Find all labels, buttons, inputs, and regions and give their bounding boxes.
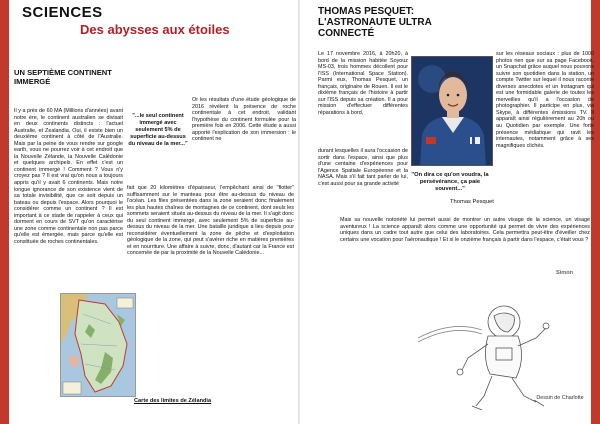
pesquet-paragraph-3: sur les réseaux sociaux : plus de 1000 photos rien que sur sa page Facebook, un Snapchat grâce auquel nous pouvons suivre son quotidien dans la station, un compte Twitter sur lequel il nous raconte diverses anecdotes et un Instagram qui est une formidable galerie de toutes les merveilles qu'il a l'occasion de photographier. Il participe en plus, via Skype, à différentes émissions TV. Il apparaît ainsi régulièrement au 20h ou au Quotidien par exemple. Une forte présence médiatique qui ravit les internautes, notamment grâce à ses magnifiques clichés. bbox=[496, 51, 595, 149]
zealandia-column-1 bbox=[14, 108, 123, 245]
zealandia-paragraph-1: Il y a près de 60 MA (Millions d'années) avant notre ère, le continent australien se divisait en deux continents distincts : l'actuel Australie, et Zealandia. Oui, il existe bien un deuxième continent à côté de l'Australie. Mais par la peine de vous rendre sur google earth, vous ne pourrez voir à cet endroit que la Nouvelle Zélande, la Nouvelle Calédonie et quelques archipels. En effet c'est un continent immergé ! Comment ? Vous n'y croyez pas ? Il est vrai qu'on nous a toujours appris qu'il y avait 6 continents. Mais notre longue ignorance de son existence vient de sa totale invisibilité, que ce soit depuis un bateau ou depuis l'espace. Alors pourquoi le considérer comme un continent ? Il est important à ce stade de rappeler à ceux qui dorment en cours de SVT qu'on caractérise une zone comme continentale non pas parce qu'elle est émergée, mais parce qu'elle est constituée de roches continentales. bbox=[14, 108, 123, 245]
author-signature: Simon bbox=[556, 270, 574, 276]
article-title-pesquet: THOMAS PESQUET: L'ASTRONAUTE ULTRA CONNECTÉ bbox=[318, 6, 432, 39]
zealandia-map-image bbox=[60, 293, 136, 397]
left-red-edge bbox=[0, 0, 9, 424]
article-title-zealandia: UN SEPTIÈME CONTINENT IMMERGÉ bbox=[14, 68, 112, 86]
astronaut-sketch bbox=[412, 288, 562, 412]
pesquet-column-1-continued bbox=[318, 148, 408, 187]
pesquet-paragraph-4: Mais sa nouvelle notoriété lui permet aussi de montrer un autre visage de la science, un visage aventureux ! La science apparaît alors comme une opportunité qui permet de vivre des expériences uniques dans un cadre tout autre que celui des laboratoires. Cela permettra peut-être d'éveiller chez certains une vocation pour l'aéronautique ! Et si le onzième français à partir dans l'espace, c'était vous ? bbox=[340, 217, 590, 243]
pesquet-paragraph-1: Le 17 novembre 2016, à 20h20, à bord de la mission habitée Soyouz MS-03, trois hommes décollent pour l'ISS (International Space Station). Parmi eux, Thomas Pesquet, un français, originaire de Rouen. Il est le dixième français de l'histoire à partir sur l'ISS depuis sa création. Il a pour mission d'effectuer différentes réparations à bord, bbox=[318, 51, 408, 116]
pesquet-pull-quote: "On dira ce qu'on voudra, la persévérance, ça paie souvent..." bbox=[411, 172, 489, 192]
astronaut-portrait-drawing bbox=[412, 57, 493, 166]
zealandia-paragraph-3: fait que 20 kilomètres d'épaisseur, l'empêchant ainsi de "flotter" suffisamment sur le manteau pour être au-dessus du niveau de l'océan. Les files présentées dans la zone seraient donc finalement les plus hautes chaînes de montagnes de ce continent, dont seuls les sommets seraient situés au-dessus du niveau de la mer. Il s'agit donc du seul continent immergé, avec seulement 5% de superficie au-dessus du niveau de la mer. Une bataille juridique a lieu depuis pour reconsidérer éventuellement la zone de pêche et d'exploitation géologique de la zone, qui peut s'avérer riche en matières premières et en nourriture. Une affaire à suivre, donc, d'autant car la France est concernée de par la proximité de la Nouvelle Calédonie... bbox=[127, 185, 294, 257]
section-subtitle: Des abysses aux étoiles bbox=[80, 22, 230, 37]
zealandia-column-3 bbox=[127, 185, 294, 257]
astronaut-photo bbox=[411, 56, 493, 166]
pesquet-conclusion bbox=[340, 217, 590, 243]
pesquet-column-1 bbox=[318, 51, 408, 116]
map-drawing bbox=[61, 294, 136, 397]
zealandia-pull-quote: "...le seul continent immergé avec seulement 5% de superficie au-dessus du niveau de la mer..." bbox=[128, 113, 188, 147]
pesquet-paragraph-2: durant lesquelles il aura l'occasion de sortir dans l'espace, ainsi que plus d'une centaine d'expériences pour l'Agence Spatiale Européenne et la NASA. Mais s'il fait tant parler de lui, c'est aussi pour sa grande activité bbox=[318, 148, 408, 187]
zealandia-paragraph-2: Or les résultats d'une étude géologique de 2016 révèlent la présence de roche continentale à cet endroit, validant l'hypothèse du continent formulée pour la première fois en 2006. Cette étude a aussi apporté l'explication de son immersion : le continent ne bbox=[192, 97, 296, 143]
section-title: SCIENCES bbox=[22, 4, 103, 21]
sketch-drawing bbox=[412, 288, 562, 412]
map-caption: Carte des limites de Zélandia bbox=[134, 398, 212, 404]
zealandia-column-2 bbox=[192, 97, 296, 143]
sketch-caption: Dessin de Charlotte bbox=[536, 395, 584, 401]
pesquet-column-2 bbox=[496, 51, 594, 149]
right-page bbox=[300, 0, 600, 424]
quote-author: Thomas Pesquet bbox=[450, 199, 494, 205]
